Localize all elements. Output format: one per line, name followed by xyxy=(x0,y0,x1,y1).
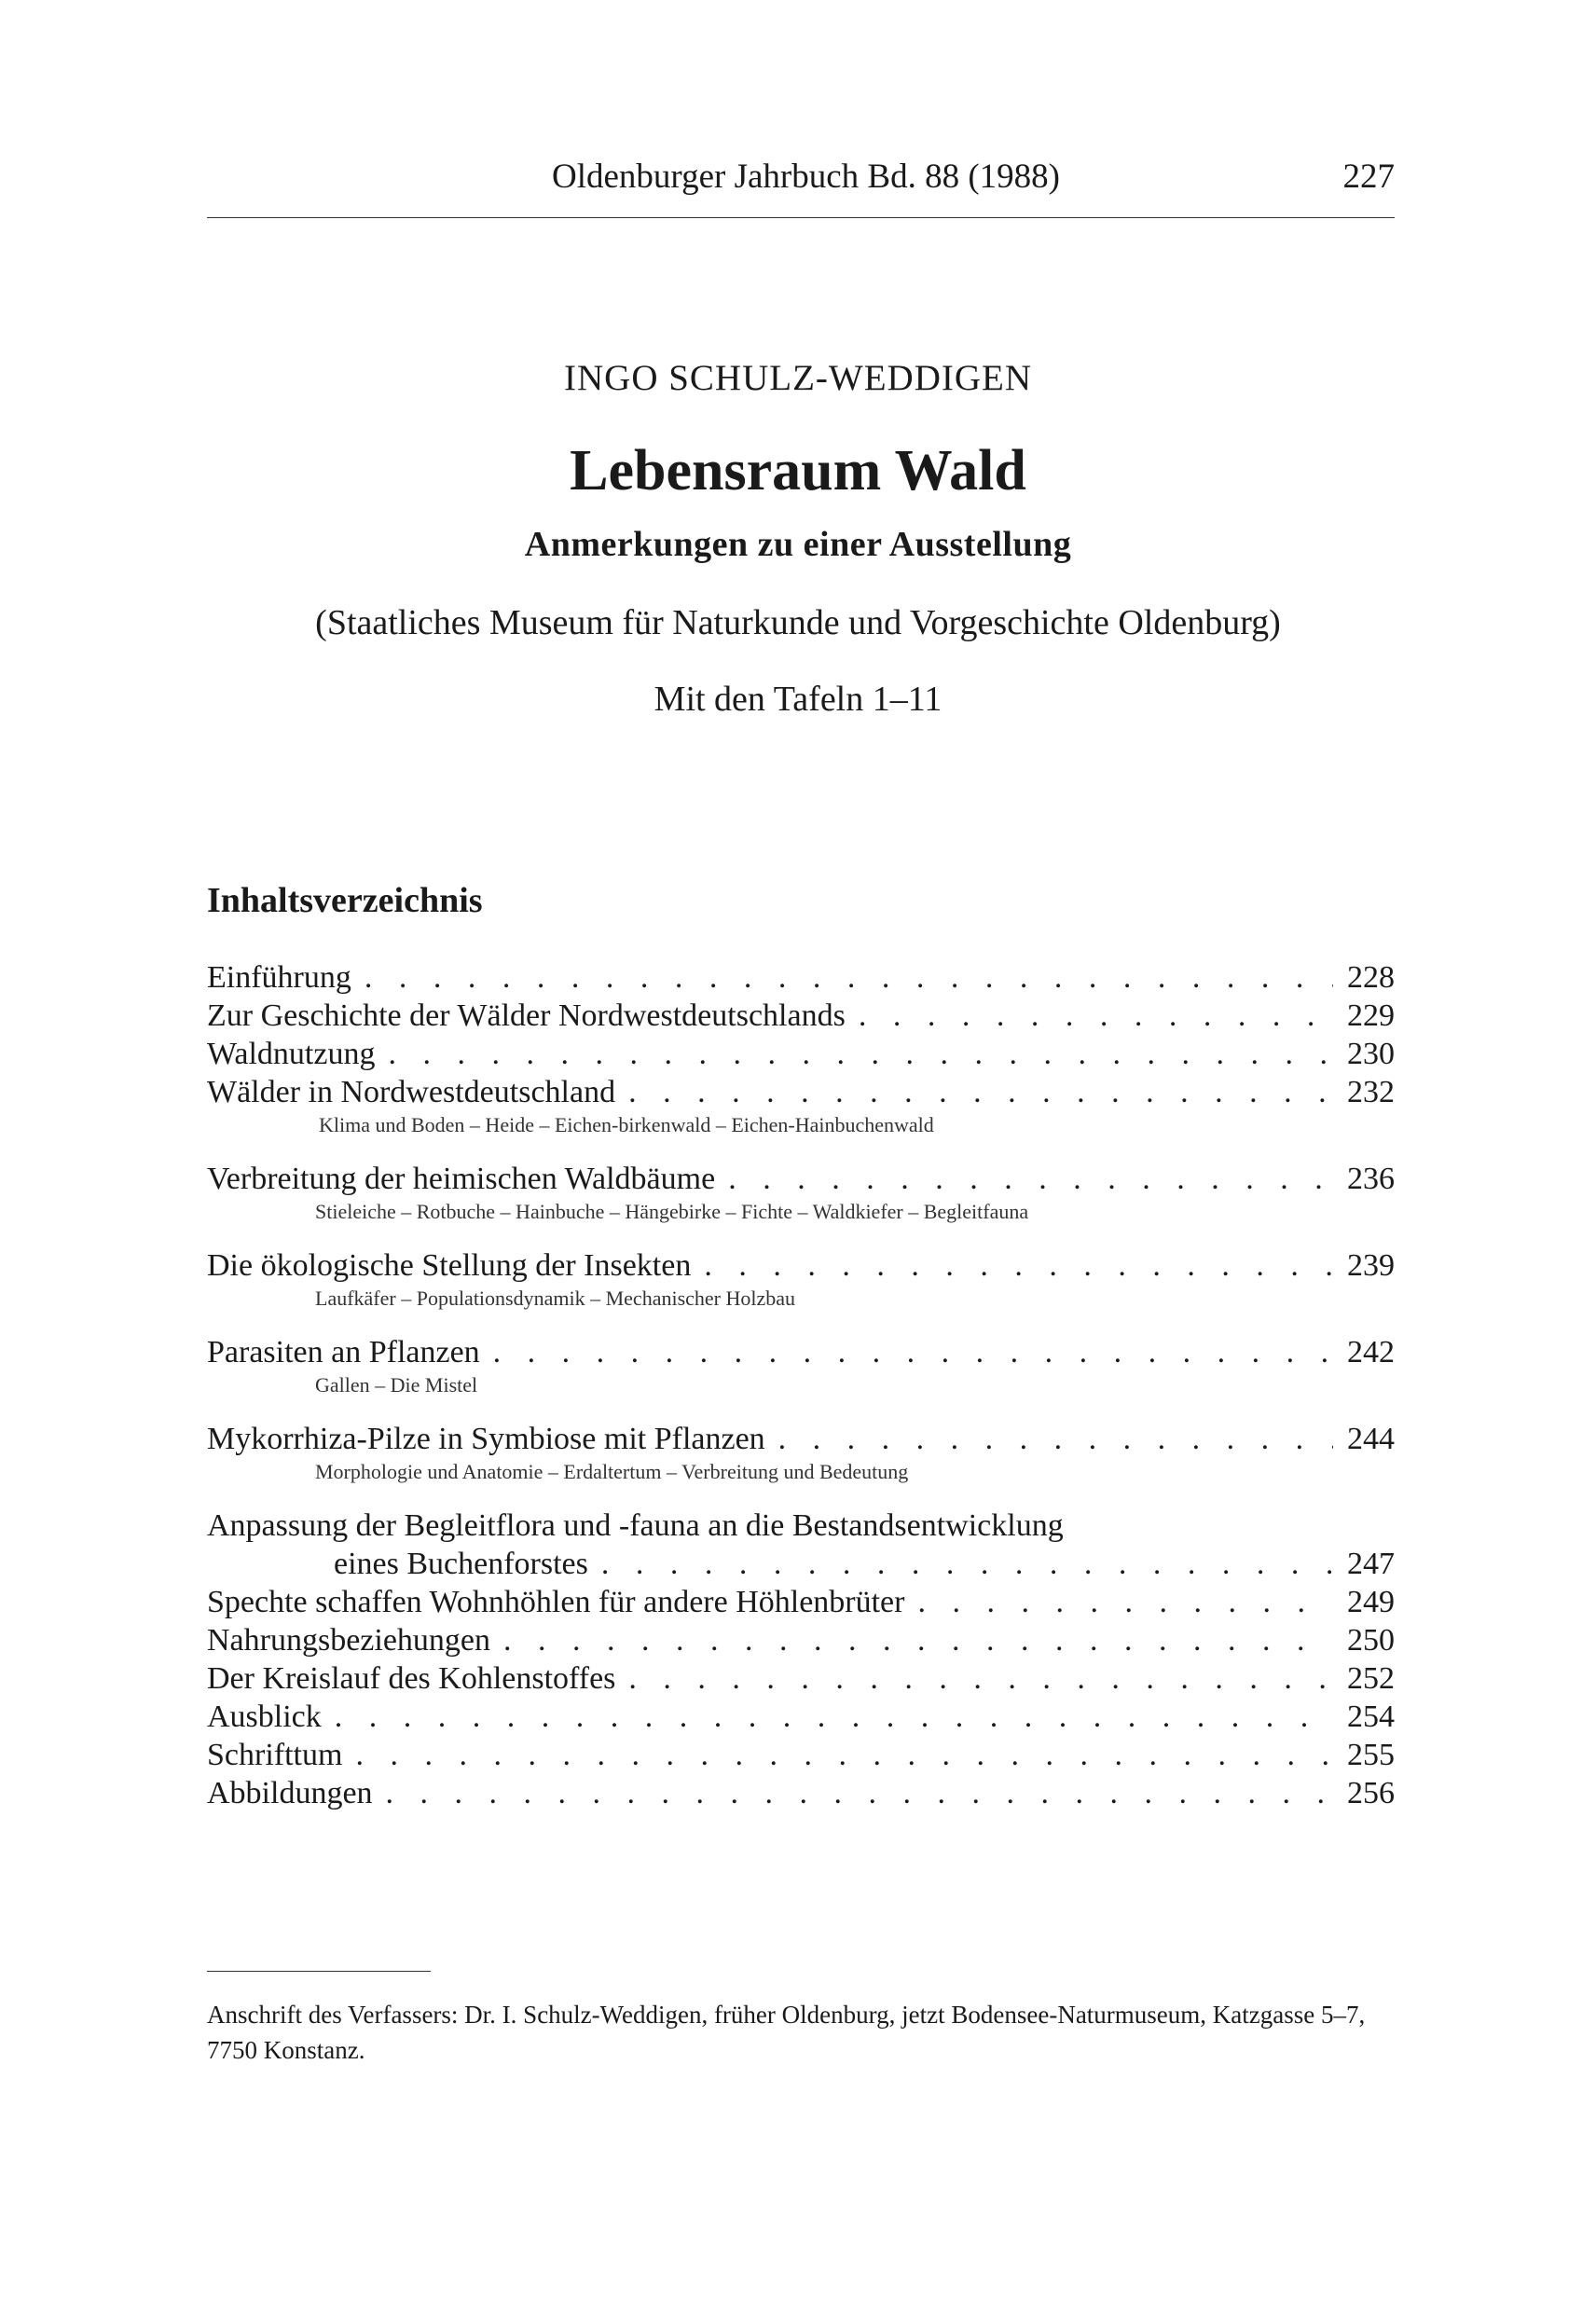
toc-entry xyxy=(207,1246,1395,1285)
toc-entry-page: 242 xyxy=(1347,1335,1395,1369)
toc-entry-page: 250 xyxy=(1347,1623,1395,1658)
table-of-contents xyxy=(207,958,1395,1812)
header-rule xyxy=(207,217,1395,218)
toc-entry-title: Ausblick xyxy=(207,1700,322,1734)
author-address-footnote: Anschrift des Verfassers: Dr. I. Schulz-Weddigen, früher Oldenburg, jetzt Bodensee-Naturmuseum, Katzgasse 5–7, 7750 Konstanz. xyxy=(207,2001,1366,2064)
toc-leader-dots xyxy=(859,997,1333,1035)
page-number: 227 xyxy=(1342,158,1395,196)
toc-entry xyxy=(207,1736,1395,1774)
toc-heading: Inhaltsverzeichnis xyxy=(207,881,483,920)
toc-leader-dots xyxy=(704,1246,1333,1285)
toc-leader-dots xyxy=(628,1073,1333,1111)
toc-entry-subtopics: Gallen – Die Mistel xyxy=(315,1373,478,1397)
toc-entry-subtopics: Laufkäfer – Populationsdynamik – Mechanischer Holzbau xyxy=(315,1287,796,1310)
article-institution: (Staatliches Museum für Naturkunde und Vorgeschichte Oldenburg) xyxy=(315,603,1281,642)
toc-leader-dots xyxy=(386,1774,1333,1812)
toc-entry xyxy=(207,1420,1395,1458)
toc-entry-subtopics: Morphologie und Anatomie – Erdaltertum – Verbreitung und Bedeutung xyxy=(315,1460,909,1483)
toc-entry-page: 255 xyxy=(1347,1738,1395,1772)
toc-leader-dots xyxy=(728,1160,1333,1198)
toc-leader-dots xyxy=(778,1420,1333,1458)
toc-leader-dots xyxy=(388,1035,1333,1073)
toc-entry xyxy=(207,1774,1395,1812)
toc-entry-subtopics: Stieleiche – Rotbuche – Hainbuche – Hängebirke – Fichte – Waldkiefer – Begleitfauna xyxy=(315,1200,1029,1223)
toc-entry-subtopics: Klima und Boden – Heide – Eichen-birkenwald – Eichen-Hainbuchenwald xyxy=(319,1113,934,1136)
toc-entry-page: 239 xyxy=(1347,1248,1395,1283)
toc-entry-title: Parasiten an Pflanzen xyxy=(207,1335,480,1369)
toc-entry-title: Nahrungsbeziehungen xyxy=(207,1623,491,1658)
article-plates: Mit den Tafeln 1–11 xyxy=(654,680,942,719)
toc-entry-page: 256 xyxy=(1347,1776,1395,1810)
toc-entry-title: Waldnutzung xyxy=(207,1037,376,1071)
toc-leader-dots xyxy=(601,1545,1333,1583)
toc-entry-page: 229 xyxy=(1347,998,1395,1033)
toc-entry-title: Verbreitung der heimischen Waldbäume xyxy=(207,1162,716,1196)
toc-leader-dots xyxy=(365,958,1333,997)
toc-leader-dots xyxy=(355,1736,1333,1774)
toc-entry-page: 247 xyxy=(1347,1547,1395,1581)
toc-entry xyxy=(207,997,1395,1035)
toc-entry-title: Der Kreislauf des Kohlenstoffes xyxy=(207,1661,616,1696)
toc-entry-title: Schrifttum xyxy=(207,1738,343,1772)
toc-entry-page: 232 xyxy=(1347,1075,1395,1109)
toc-entry xyxy=(207,1698,1395,1736)
toc-entry-page: 230 xyxy=(1347,1037,1395,1071)
toc-entry xyxy=(207,1073,1395,1111)
toc-entry-title: Zur Geschichte der Wälder Nordwestdeutschlands xyxy=(207,998,846,1033)
toc-entry xyxy=(207,1659,1395,1698)
footnote-rule xyxy=(207,1971,431,1972)
toc-leader-dots xyxy=(503,1621,1333,1659)
running-head xyxy=(207,157,1395,213)
toc-entry xyxy=(207,1583,1395,1621)
toc-entry-page: 254 xyxy=(1347,1700,1395,1734)
toc-entry-page: 244 xyxy=(1347,1422,1395,1456)
toc-entry-page: 249 xyxy=(1347,1585,1395,1619)
toc-entry-page: 236 xyxy=(1347,1162,1395,1196)
toc-entry-title: Abbildungen xyxy=(207,1776,373,1810)
toc-leader-dots xyxy=(335,1698,1333,1736)
article-author: INGO SCHULZ-WEDDIGEN xyxy=(564,358,1032,398)
toc-entry-title: Mykorrhiza-Pilze in Symbiose mit Pflanzen xyxy=(207,1422,765,1456)
article-subtitle: Anmerkungen zu einer Ausstellung xyxy=(524,525,1072,564)
article-title: Lebensraum Wald xyxy=(570,439,1026,502)
toc-entry xyxy=(207,1545,1395,1583)
toc-entry xyxy=(207,958,1395,997)
toc-entry-title: Anpassung der Begleitflora und -fauna an die Bestandsentwicklung xyxy=(207,1508,1064,1543)
toc-entry-title: Wälder in Nordwestdeutschland xyxy=(207,1075,616,1109)
toc-entry-page: 252 xyxy=(1347,1661,1395,1696)
toc-entry-title-continuation: eines Buchenforstes xyxy=(334,1547,588,1581)
toc-entry xyxy=(207,1621,1395,1659)
toc-entry-title: Spechte schaffen Wohnhöhlen für andere Höhlenbrüter xyxy=(207,1585,905,1619)
toc-leader-dots xyxy=(493,1333,1333,1371)
toc-entry-title: Einführung xyxy=(207,960,351,995)
toc-entry xyxy=(207,1160,1395,1198)
toc-entry-title: Die ökologische Stellung der Insekten xyxy=(207,1248,692,1283)
toc-entry xyxy=(207,1333,1395,1371)
toc-leader-dots xyxy=(917,1583,1333,1621)
toc-leader-dots xyxy=(628,1659,1333,1698)
toc-entry xyxy=(207,1035,1395,1073)
running-head-title: Oldenburger Jahrbuch Bd. 88 (1988) xyxy=(552,158,1060,196)
toc-entry-page: 228 xyxy=(1347,960,1395,995)
